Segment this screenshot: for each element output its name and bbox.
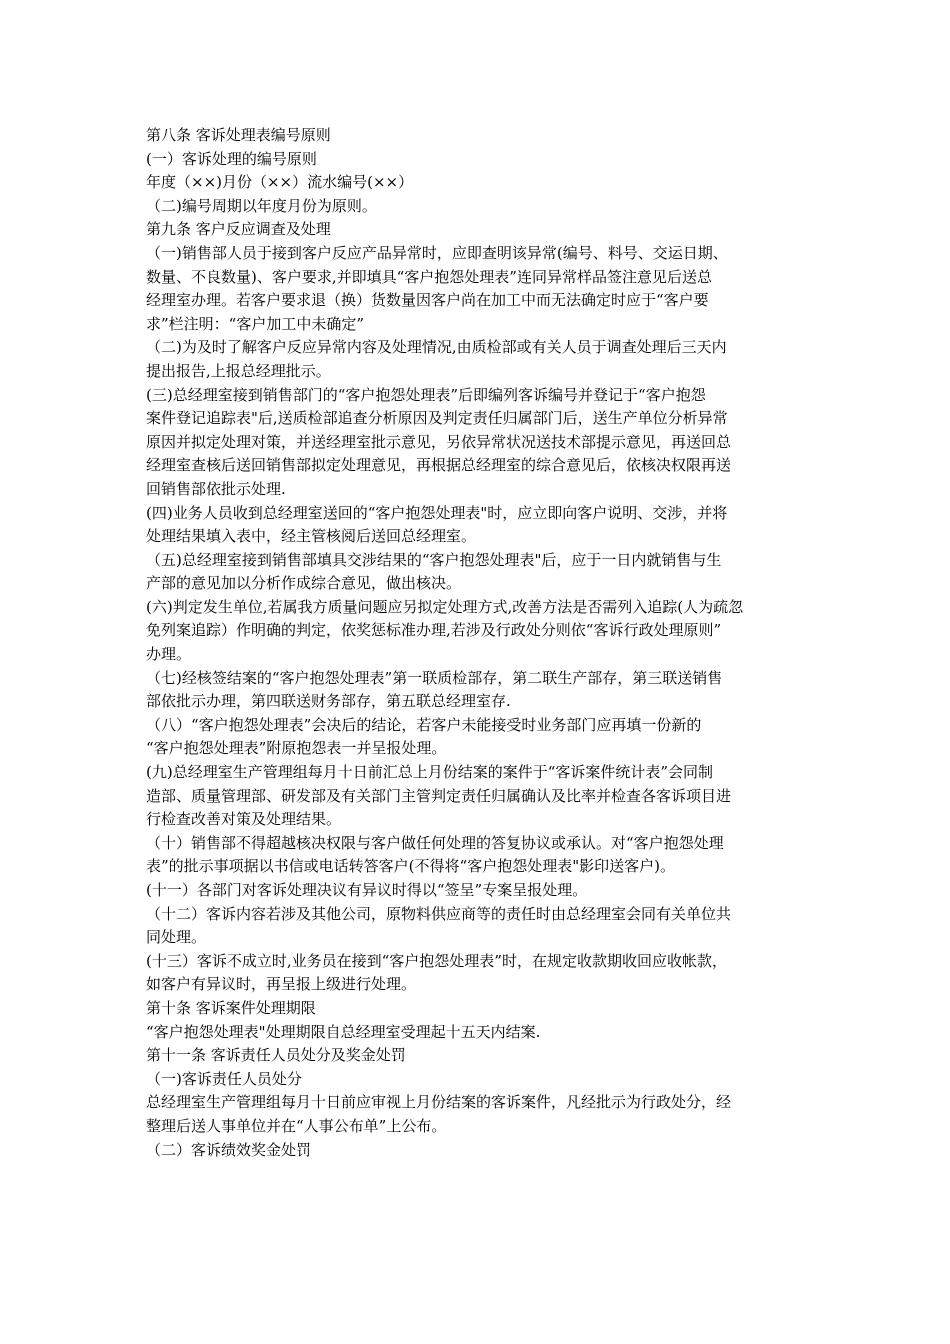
text-line: 总经理室生产管理组每月十日前应审视上月份结案的客诉案件，凡经批示为行政处分，经: [146, 1093, 732, 1112]
text-line: （一)销售部人员于接到客户反应产品异常时，应即查明该异常(编号、料号、交运日期、: [146, 243, 728, 262]
text-line: 免列案追踪）作明确的判定，依奖惩标准办理,若涉及行政处分则依“客诉行政处理原则”: [146, 621, 722, 640]
text-line: 行检查改善对策及处理结果。: [146, 810, 342, 829]
text-line: 经理室查核后送回销售部拟定处理意见，再根据总经理室的综合意见后，依核决权限再送: [146, 456, 732, 475]
text-line: 如客户有异议时，再呈报上级进行处理。: [146, 975, 417, 994]
text-line: 年度（××)月份（××）流水编号(××）: [146, 173, 414, 192]
text-line: 处理结果填入表中，经主管核阅后送回总经理室。: [146, 527, 477, 546]
text-line: （一)客诉责任人员处分: [146, 1069, 302, 1088]
text-line: “客户抱怨处理表"处理期限自总经理室受理起十五天内结案.: [146, 1022, 541, 1041]
text-line: （二）客诉绩效奖金处罚: [146, 1140, 312, 1159]
text-line: (四)业务人员收到总经理室送回的“客户抱怨处理表"时，应立即向客户说明、交涉，并将: [146, 503, 728, 522]
text-line: 数量、不良数量)、客户要求,并即填具“客户抱怨处理表”连同异常样品签注意见后送总: [146, 267, 712, 286]
text-line: 第九条 客户反应调查及处理: [146, 220, 331, 239]
text-line: 第十一条 客诉责任人员处分及奖金处罚: [146, 1046, 406, 1065]
text-line: (三)总经理室接到销售部门的“客户抱怨处理表”后即编列客诉编号并登记于“客户抱怨: [146, 385, 706, 404]
text-line: “客户抱怨处理表”附原抱怨表一并呈报处理。: [146, 739, 447, 758]
text-line: （十）销售部不得超越核决权限与客户做任何处理的答复协议或承认。对“客户抱怨处理: [146, 833, 724, 852]
text-line: 提出报告,上报总经理批示。: [146, 361, 331, 380]
text-line: （二)为及时了解客户反应异常内容及处理情况,由质检部或有关人员于调查处理后三天内: [146, 338, 727, 357]
text-line: （五)总经理室接到销售部填具交涉结果的“客户抱怨处理表"后，应于一日内就销售与生: [146, 550, 722, 569]
text-line: 回销售部依批示处理.: [146, 479, 286, 498]
text-line: (十三）客诉不成立时,业务员在接到“客户抱怨处理表”时，在规定收款期收回应收帐款，: [146, 951, 727, 970]
text-line: 案件登记追踪表"后,送质检部追查分析原因及判定责任归属部门后，送生产单位分析异常: [146, 409, 728, 428]
text-line: 产部的意见加以分析作成综合意见，做出核决。: [146, 574, 462, 593]
text-line: （七)经核签结案的“客户抱怨处理表”第一联质检部存，第二联生产部存，第三联送销售: [146, 668, 723, 687]
text-line: 同处理。: [146, 928, 207, 947]
text-line: 经理室办理。若客户要求退（换）货数量因客户尚在加工中而无法确定时应于“客户要: [146, 291, 709, 310]
text-line: (九)总经理室生产管理组每月十日前汇总上月份结案的案件于“客诉案件统计表”会同制: [146, 763, 714, 782]
text-line: 第十条 客诉案件处理期限: [146, 998, 316, 1017]
text-line: 第八条 客诉处理表编号原则: [146, 126, 331, 144]
text-line: (十一）各部门对客诉处理决议有异议时得以“签呈”专案呈报处理。: [146, 881, 588, 899]
text-line: （八）“客户抱怨处理表”会决后的结论，若客户未能接受时业务部门应再填一份新的: [146, 715, 702, 734]
text-line: （十二）客诉内容若涉及其他公司，原物料供应商等的责任时由总经理室会同有关单位共: [146, 904, 732, 923]
text-line: （二)编号周期以年度月份为原则。: [146, 196, 377, 215]
text-line: 造部、质量管理部、研发部及有关部门主管判定责任归属确认及比率并检查各客诉项目进: [146, 786, 732, 805]
text-line: (六)判定发生单位,若属我方质量问题应另拟定处理方式,改善方法是否需列入追踪(人为疏忽: [146, 597, 744, 616]
text-line: 求”栏注明：“客户加工中未确定”: [146, 314, 365, 333]
text-line: 部依批示办理，第四联送财务部存，第五联总经理室存.: [146, 692, 511, 711]
text-line: 整理后送人事单位并在“人事公布单”上公布。: [146, 1116, 447, 1135]
document-body: [146, 124, 826, 1162]
text-line: (一）客诉处理的编号原则: [146, 149, 317, 168]
text-line: 办理。: [146, 645, 192, 664]
text-line: 表”的批示事项据以书信或电话转答客户(不得将“客户抱怨处理表"影印送客户)。: [146, 857, 675, 876]
text-line: 原因并拟定处理对策，并送经理室批示意见，另依异常状况送技术部提示意见，再送回总: [146, 432, 732, 451]
